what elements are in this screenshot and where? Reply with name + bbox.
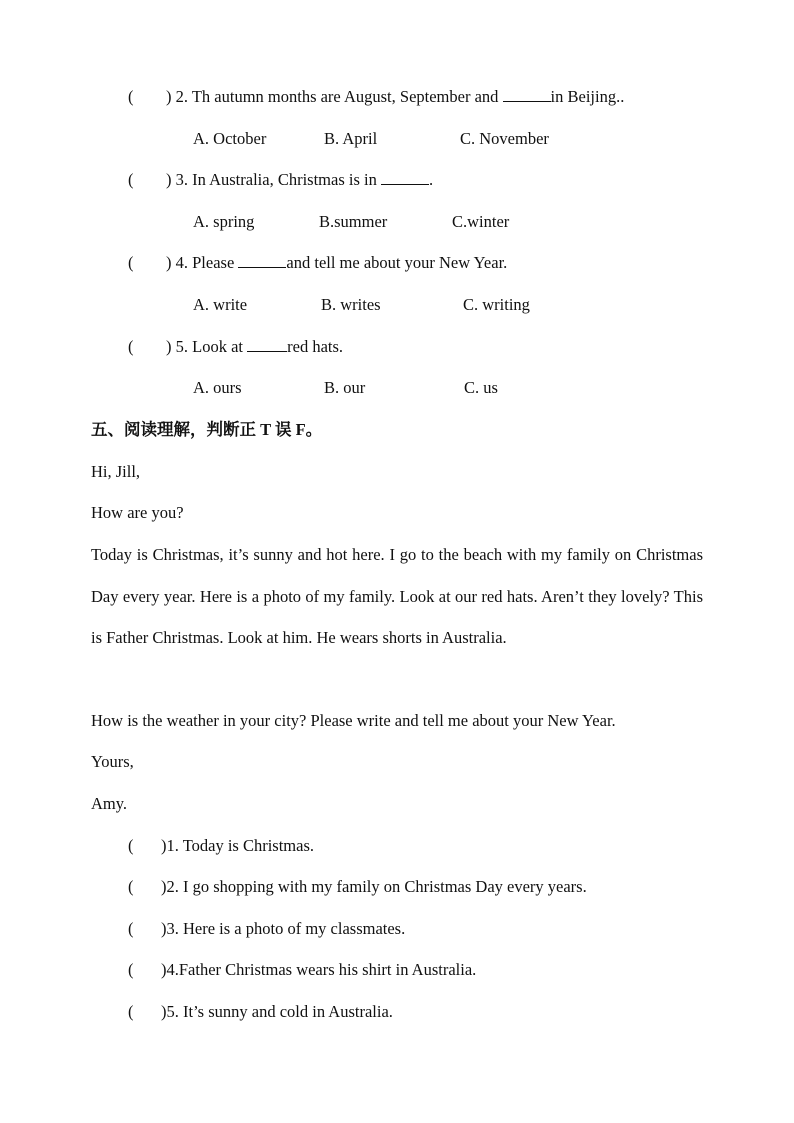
answer-paren: (: [128, 337, 134, 356]
fill-blank: [381, 170, 429, 185]
question-4: [128, 253, 507, 273]
letter-greeting: Hi, Jill,: [91, 462, 141, 481]
question-number: 3.: [175, 170, 188, 189]
question-stem-end: and tell me about your New Year.: [286, 253, 508, 272]
option-a: A. October: [193, 129, 267, 148]
question-number: 4.: [175, 253, 188, 272]
tf-question-text: )4.Father Christmas wears his shirt in Australia.: [161, 960, 477, 979]
letter-signature: Amy.: [91, 794, 128, 813]
answer-paren-close: ): [166, 87, 172, 106]
question-stem-end: .: [428, 170, 434, 189]
tf-question-text: )2. I go shopping with my family on Christmas Day every years.: [161, 877, 587, 896]
tf-question: [128, 1002, 393, 1022]
answer-paren: (: [128, 877, 134, 896]
question-stem: Look at: [192, 337, 243, 356]
question-stem-end: in Beijing..: [550, 87, 625, 106]
answer-paren: (: [128, 170, 134, 189]
answer-paren: (: [128, 87, 134, 106]
answer-paren-close: ): [166, 253, 172, 272]
option-c: C.winter: [452, 212, 510, 231]
option-a: A. ours: [193, 378, 242, 397]
option-c: C. November: [460, 129, 549, 148]
letter-closing: Yours,: [91, 752, 134, 771]
question-stem: Th autumn months are August, September and: [191, 87, 499, 106]
tf-question: [128, 877, 587, 897]
section-heading: 五、阅读理解，判断正 T 误 F。: [91, 420, 323, 439]
tf-question: [128, 960, 476, 980]
option-b: B. writes: [321, 295, 381, 314]
answer-paren-close: ): [166, 170, 172, 189]
question-stem-end: red hats.: [287, 337, 344, 356]
answer-paren: (: [128, 253, 134, 272]
fill-blank: [247, 337, 287, 352]
tf-question: [128, 836, 314, 856]
tf-question-text: )1. Today is Christmas.: [161, 836, 314, 855]
option-b: B.summer: [319, 212, 388, 231]
fill-blank: [503, 87, 551, 102]
answer-paren: (: [128, 1002, 134, 1021]
answer-paren: (: [128, 836, 134, 855]
question-3: [128, 170, 433, 190]
option-c: C. us: [464, 378, 498, 397]
answer-paren: (: [128, 919, 134, 938]
option-b: B. our: [324, 378, 366, 397]
question-5: [128, 337, 343, 357]
option-a: A. write: [193, 295, 248, 314]
letter-paragraph: Today is Christmas, it’s sunny and hot here. I go to the beach with my family on Christmas Day every year. Here is a photo of my family. Look at our red hats. Aren’t they lovely? This is Father Christmas. Look at him. He wears shorts in Australia.: [91, 545, 703, 647]
answer-paren: (: [128, 960, 134, 979]
question-stem: Please: [192, 253, 235, 272]
question-number: 5.: [175, 337, 188, 356]
option-a: A. spring: [193, 212, 255, 231]
question-number: 2.: [175, 87, 188, 106]
question-2: [128, 87, 624, 107]
tf-question-text: )5. It’s sunny and cold in Australia.: [161, 1002, 393, 1021]
option-b: B. April: [324, 129, 378, 148]
letter-line: How are you?: [91, 503, 184, 522]
letter-line: How is the weather in your city? Please write and tell me about your New Year.: [91, 711, 616, 730]
option-c: C. writing: [463, 295, 530, 314]
tf-question: [128, 919, 405, 939]
question-stem: In Australia, Christmas is in: [192, 170, 377, 189]
tf-question-text: )3. Here is a photo of my classmates.: [161, 919, 406, 938]
answer-paren-close: ): [166, 337, 172, 356]
fill-blank: [238, 253, 286, 268]
